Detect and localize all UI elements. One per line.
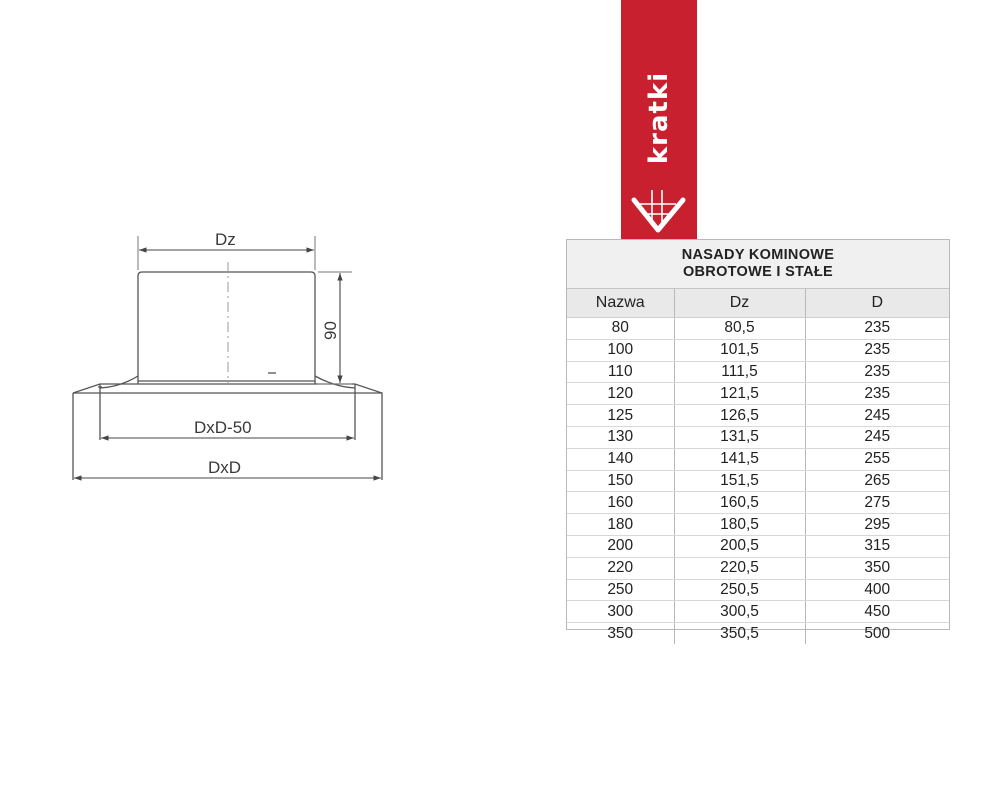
cell-dz: 121,5 xyxy=(674,383,805,405)
cell-d: 500 xyxy=(864,624,891,642)
table-row xyxy=(567,383,949,405)
cell-d: 235 xyxy=(805,318,949,340)
cell-nazwa: 200 xyxy=(567,535,674,557)
table-row xyxy=(567,470,949,492)
cell-d: 315 xyxy=(805,535,949,557)
cell-dz: 220,5 xyxy=(674,557,805,579)
cell-nazwa: 220 xyxy=(567,557,674,579)
cell-dz: 250,5 xyxy=(674,579,805,601)
cell-nazwa: 110 xyxy=(567,361,674,383)
cell-nazwa: 250 xyxy=(567,579,674,601)
cell-nazwa: 125 xyxy=(567,405,674,427)
cell-dz: 111,5 xyxy=(674,361,805,383)
label-dz: Dz xyxy=(215,230,236,249)
cell-dz: 200,5 xyxy=(674,535,805,557)
cell-d: 275 xyxy=(805,492,949,514)
cell-nazwa: 140 xyxy=(567,448,674,470)
cell-d: 450 xyxy=(805,601,949,623)
label-inner-width: DxD-50 xyxy=(194,418,252,437)
cell-d: 245 xyxy=(805,405,949,427)
cell-dz: 80,5 xyxy=(674,318,805,340)
cell-dz: 300,5 xyxy=(674,601,805,623)
cell-dz: 126,5 xyxy=(674,405,805,427)
table-title-line1: NASADY KOMINOWE xyxy=(681,247,835,263)
cell-nazwa: 120 xyxy=(567,383,674,405)
cell-nazwa: 300 xyxy=(567,601,674,623)
table-row xyxy=(567,448,949,470)
brand-banner xyxy=(621,0,697,248)
cell-d: 350 xyxy=(805,557,949,579)
table-row xyxy=(567,557,949,579)
header-dz: Dz xyxy=(674,289,805,318)
table-row xyxy=(567,426,949,448)
cell-nazwa: 160 xyxy=(567,492,674,514)
table-row xyxy=(567,339,949,361)
header-nazwa: Nazwa xyxy=(567,289,674,318)
table-row xyxy=(567,601,949,623)
cell-nazwa: 150 xyxy=(567,470,674,492)
cell-nazwa: 180 xyxy=(567,514,674,536)
table-row xyxy=(567,623,949,644)
label-height: 90 xyxy=(321,321,340,340)
header-d: D xyxy=(805,289,949,318)
cell-d: 255 xyxy=(805,448,949,470)
cell-dz: 160,5 xyxy=(674,492,805,514)
cell-d: 265 xyxy=(805,470,949,492)
size-table xyxy=(567,289,949,644)
table-row xyxy=(567,361,949,383)
kratki-logo-icon xyxy=(628,186,690,242)
table-row xyxy=(567,405,949,427)
cell-nazwa: 80 xyxy=(567,318,674,340)
table-title xyxy=(567,240,949,289)
table-row xyxy=(567,535,949,557)
table-row xyxy=(567,492,949,514)
cell-dz: 151,5 xyxy=(674,470,805,492)
cell-d: 245 xyxy=(805,426,949,448)
cell-d: 235 xyxy=(805,361,949,383)
cell-nazwa: 350 xyxy=(567,623,674,644)
cell-nazwa: 130 xyxy=(567,426,674,448)
cell-d: 235 xyxy=(805,383,949,405)
table-row xyxy=(567,318,949,340)
cell-nazwa: 100 xyxy=(567,339,674,361)
cell-dz: 350,5 xyxy=(674,623,805,644)
cell-dz: 131,5 xyxy=(674,426,805,448)
table-row xyxy=(567,579,949,601)
cell-d: 295 xyxy=(805,514,949,536)
table-title-line2: OBROTOWE I STAŁE xyxy=(682,264,834,280)
table-header-row xyxy=(567,289,949,318)
cell-d: 400 xyxy=(805,579,949,601)
cell-dz: 101,5 xyxy=(674,339,805,361)
label-outer-width: DxD xyxy=(208,458,242,477)
brand-name: kratki xyxy=(644,71,674,165)
cell-d: 235 xyxy=(805,339,949,361)
cell-dz: 180,5 xyxy=(674,514,805,536)
table-row xyxy=(567,514,949,536)
cell-dz: 141,5 xyxy=(674,448,805,470)
dimensions-table xyxy=(566,239,950,642)
